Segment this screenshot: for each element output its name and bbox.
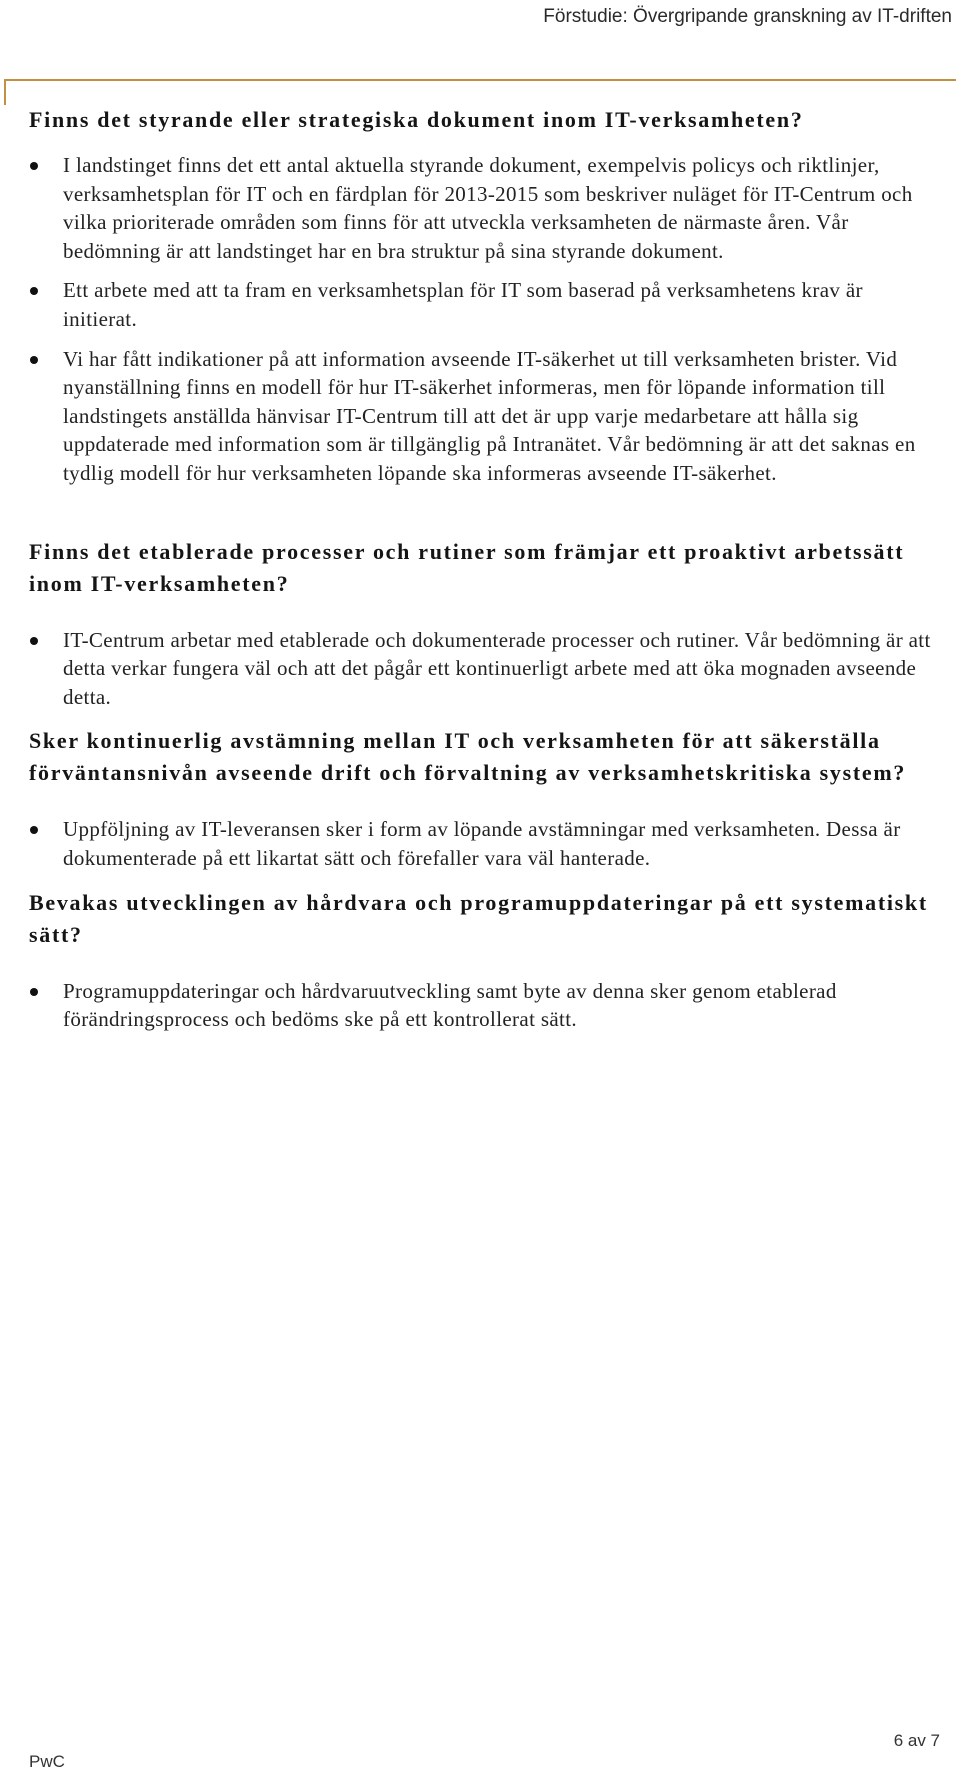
section-avstamning	[29, 725, 939, 872]
list-item	[29, 815, 939, 872]
bullet-icon	[30, 637, 38, 645]
section-processer-rutiner	[29, 536, 939, 712]
section-heading: Finns det etablerade processer och rutiner som främjar ett proaktivt arbetssätt inom IT-verksamheten?	[29, 538, 905, 596]
list-item-text: Ett arbete med att ta fram en verksamhetsplan för IT som baserad på verksamhetens krav är initierat.	[63, 278, 863, 331]
header-rule-corner	[4, 79, 6, 105]
bullet-icon	[30, 356, 38, 364]
list-item	[29, 276, 939, 333]
bullet-list	[29, 626, 939, 712]
list-item	[29, 626, 939, 712]
section-heading: Sker kontinuerlig avstämning mellan IT och verksamheten för att säkerställa förväntansnivån avseende drift och förvaltning av verksamhetskritiska system?	[29, 728, 907, 786]
section-heading: Finns det styrande eller strategiska dokument inom IT-verksamheten?	[29, 107, 804, 132]
document-body	[29, 104, 939, 1034]
bullet-icon	[30, 988, 38, 996]
bullet-list	[29, 815, 939, 872]
list-item-text: Vi har fått indikationer på att information avseende IT-säkerhet ut till verksamheten brister. Vid nyanställning finns en modell för hur IT-säkerhet informeras, men för löpande information till landstingets anställda hänvisar IT-Centrum till att det är upp varje medarbetare att hålla sig uppdaterade med information som är tillgänglig på Intranätet. Vår bedömning är att det saknas en tydlig modell för hur verksamheten löpande ska informeras avseende IT-säkerhet.	[63, 346, 916, 485]
list-item	[29, 977, 939, 1034]
bullet-list	[29, 977, 939, 1034]
list-item-text: I landstinget finns det ett antal aktuella styrande dokument, exempelvis policys och riktlinjer, verksamhetsplan för IT och en färdplan för 2013-2015 som beskriver nuläget för IT-Centrum och vilka prioriterade områden som finns för att utveckla verksamheten de närmaste åren. Vår bedömning är att landstinget har en bra struktur på sina styrande dokument.	[63, 153, 913, 263]
bullet-icon	[30, 162, 38, 170]
page-number: 6 av 7	[893, 1731, 940, 1750]
document-header-title: Förstudie: Övergripande granskning av IT-driften	[543, 6, 952, 27]
company-name: PwC	[29, 1752, 65, 1771]
section-styrande-dokument	[29, 104, 939, 488]
bullet-icon	[30, 826, 38, 834]
list-item-text: Uppföljning av IT-leveransen sker i form av löpande avstämningar med verksamheten. Dessa är dokumenterade på ett likartat sätt och förefaller vara väl hanterade.	[63, 817, 901, 870]
section-utveckling	[29, 887, 939, 1034]
list-item	[29, 151, 939, 265]
section-heading: Bevakas utvecklingen av hårdvara och programuppdateringar på ett systematiskt sätt?	[29, 889, 928, 947]
header-rule	[4, 79, 956, 81]
bullet-list	[29, 151, 939, 488]
list-item-text: Programuppdateringar och hårdvaruutveckling samt byte av denna sker genom etablerad förändringsprocess och bedöms ske på ett kontrollerat sätt.	[63, 978, 837, 1032]
bullet-icon	[30, 287, 38, 295]
list-item	[29, 345, 939, 488]
list-item-text: IT-Centrum arbetar med etablerade och dokumenterade processer och rutiner. Vår bedömning är att detta verkar fungera väl och att det pågår ett kontinuerligt arbete med att öka mognaden avseende detta.	[63, 627, 931, 709]
